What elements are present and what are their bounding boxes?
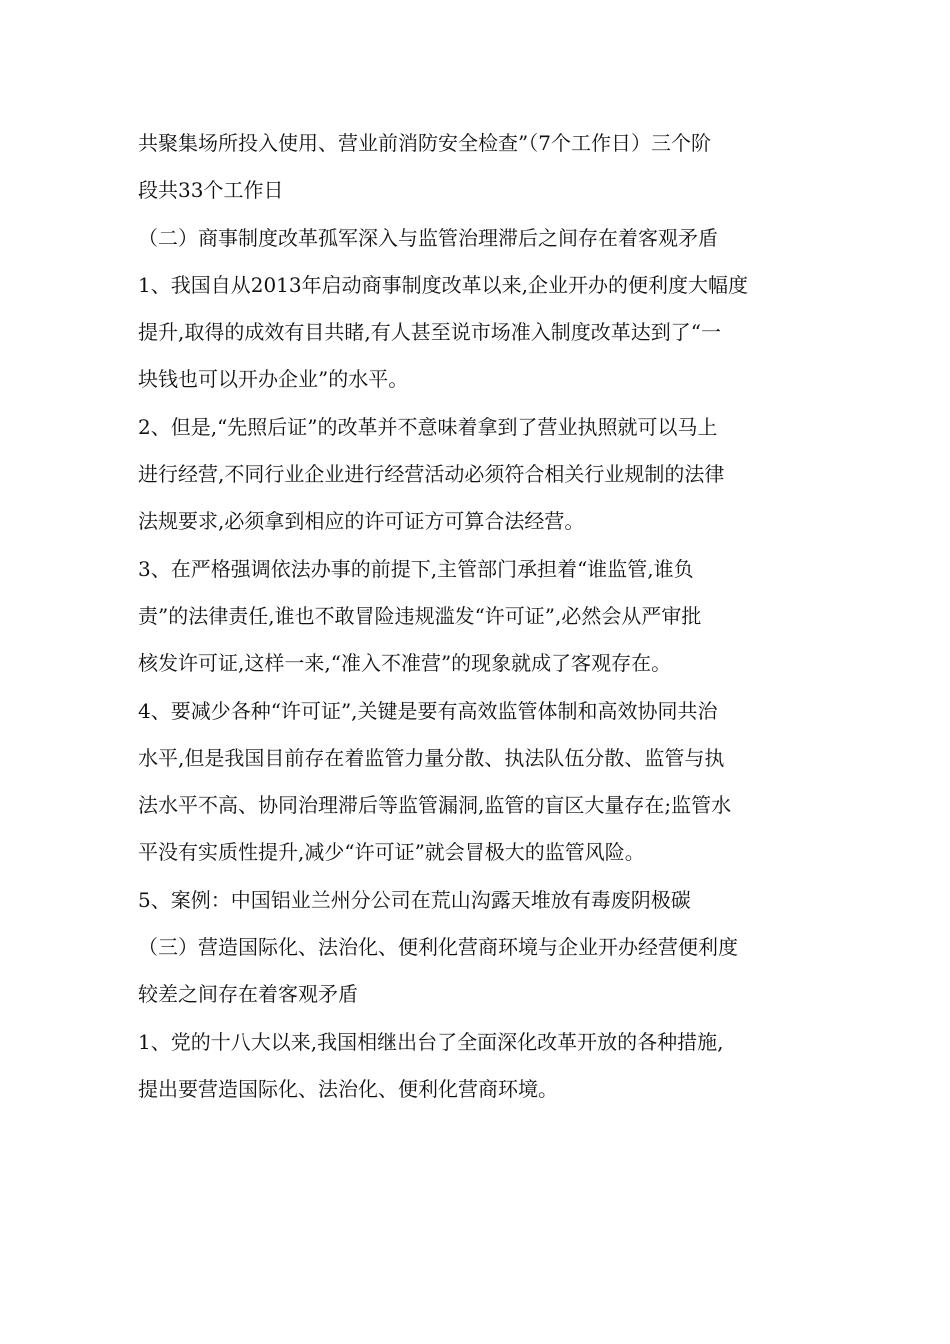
paragraph-item-2-2	[138, 404, 828, 546]
paragraph-item-2-5	[138, 877, 828, 924]
paragraph-item-2-1	[138, 262, 828, 404]
text-line: 提升,取得的成效有目共睹,有人甚至说市场准入制度改革达到了“一	[138, 320, 721, 345]
paragraph-continuation	[138, 120, 828, 215]
text-line: 提出要营造国际化、法治化、便利化营商环境。	[138, 1076, 558, 1101]
document-body	[138, 120, 828, 1113]
paragraph-item-2-3	[138, 546, 828, 688]
paragraph-item-3-1	[138, 1019, 828, 1114]
text-line: 4、要减少各种“许可证”,关键是要有高效监管体制和高效协同共治	[138, 698, 718, 723]
heading-line: （二）商事制度改革孤军深入与监管治理滞后之间存在着客观矛盾	[138, 225, 718, 250]
text-line: 共聚集场所投入使用、营业前消防安全检查”（7个工作日）三个阶	[138, 131, 711, 155]
text-line: 平没有实质性提升,减少“许可证”就会冒极大的监管风险。	[138, 840, 645, 865]
heading-line: 较差之间存在着客观矛盾	[138, 982, 358, 1007]
text-line: 水平,但是我国目前存在着监管力量分散、执法队伍分散、监管与执	[138, 745, 725, 770]
text-line: 1、党的十八大以来,我国相继出台了全面深化改革开放的各种措施,	[138, 1029, 724, 1054]
text-line: 段共33个工作日	[138, 178, 284, 203]
section-heading-3	[138, 924, 828, 1019]
text-line: 法水平不高、协同治理滞后等监管漏洞,监管的盲区大量存在;监管水	[138, 793, 732, 818]
text-line: 责”的法律责任,谁也不敢冒险违规滥发“许可证”,必然会从严审批	[138, 603, 702, 628]
section-heading-2	[138, 215, 828, 262]
text-line: 2、但是,“先照后证”的改革并不意味着拿到了营业执照就可以马上	[138, 414, 718, 439]
heading-line: （三）营造国际化、法治化、便利化营商环境与企业开办经营便利度	[138, 935, 738, 960]
paragraph-item-2-4	[138, 688, 828, 877]
text-line: 3、在严格强调依法办事的前提下,主管部门承担着“谁监管,谁负	[138, 556, 694, 581]
text-line: 核发许可证,这样一来,“准入不准营”的现象就成了客观存在。	[138, 651, 672, 676]
text-line: 块钱也可以开办企业”的水平。	[138, 367, 409, 392]
text-line: 进行经营,不同行业企业进行经营活动必须符合相关行业规制的法律	[138, 462, 725, 487]
text-line: 法规要求,必须拿到相应的许可证方可算合法经营。	[138, 509, 585, 534]
text-line: 5、案例：中国铝业兰州分公司在荒山沟露天堆放有毒废阴极碳	[138, 887, 691, 912]
text-line: 1、我国自从2013年启动商事制度改革以来,企业开办的便利度大幅度	[138, 272, 748, 297]
